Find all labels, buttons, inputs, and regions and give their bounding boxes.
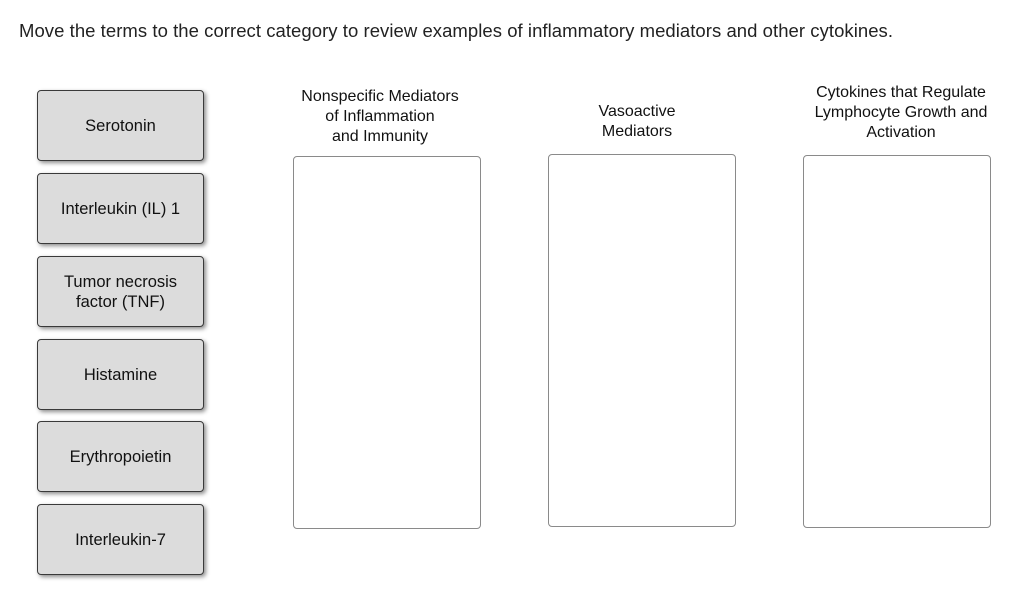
category-header-line: Cytokines that Regulate (816, 84, 986, 101)
category-header-vasoactive-mediators (527, 102, 747, 142)
category-header-line: of Inflammation (325, 108, 435, 125)
term-label: Serotonin (85, 116, 156, 135)
term-label: Interleukin (IL) 1 (60, 199, 181, 218)
term-erythropoietin[interactable] (37, 421, 204, 492)
category-header-line: Mediators (601, 123, 673, 140)
term-label: Interleukin-7 (75, 530, 166, 549)
term-serotonin[interactable] (37, 90, 204, 161)
term-label-line: Tumor necrosis (63, 272, 178, 291)
term-interleukin-7[interactable] (37, 504, 204, 575)
drop-zone-vasoactive-mediators[interactable] (548, 154, 736, 527)
category-header-line: and Immunity (331, 128, 429, 145)
drop-zone-nonspecific-mediators[interactable] (293, 156, 481, 529)
category-header-line: Activation (866, 124, 936, 141)
term-histamine[interactable] (37, 339, 204, 410)
category-header-line: Vasoactive (598, 103, 676, 120)
term-label (64, 272, 177, 312)
category-header-line: Lymphocyte Growth and (814, 104, 988, 121)
category-header-line: Nonspecific Mediators (301, 88, 459, 105)
term-label-line: factor (TNF) (76, 292, 165, 311)
category-header-nonspecific-mediators (270, 87, 490, 147)
term-label: Histamine (83, 365, 158, 384)
drop-zone-lymphocyte-cytokines[interactable] (803, 155, 991, 528)
term-interleukin-1[interactable] (37, 173, 204, 244)
term-label: Erythropoietin (69, 447, 172, 466)
instruction-text: Move the terms to the correct category to review examples of inflammatory mediators and other cytokines. (19, 20, 894, 41)
category-header-lymphocyte-cytokines (786, 83, 1016, 143)
term-tumor-necrosis-factor[interactable] (37, 256, 204, 327)
